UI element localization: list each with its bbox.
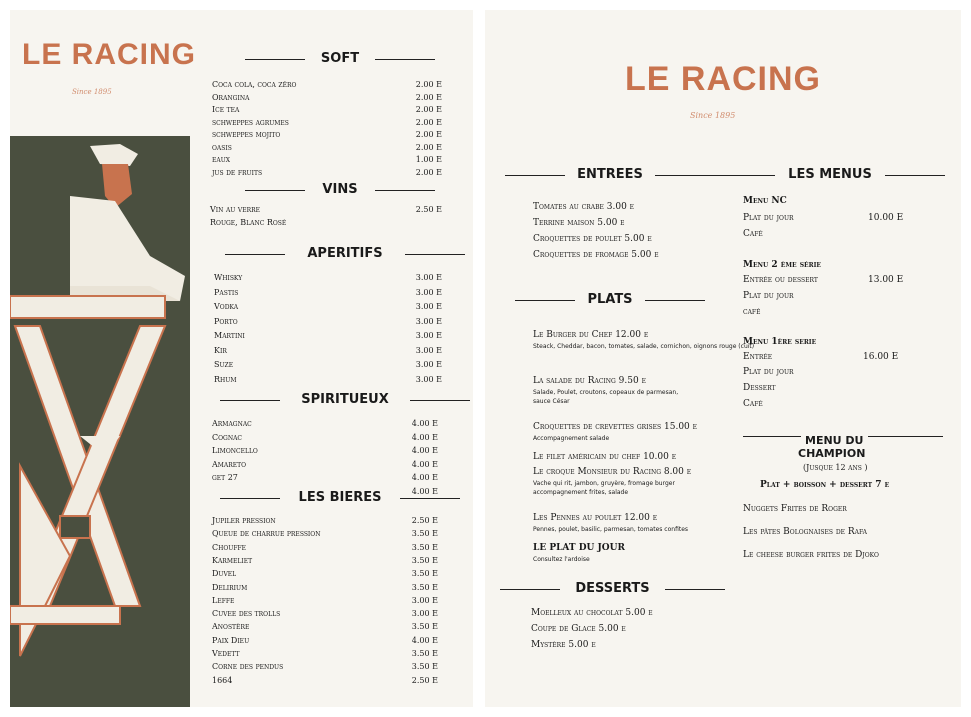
aperitifs-item-price: 3.00 E — [415, 360, 442, 369]
bieres-item-price: 3.00 E — [411, 595, 438, 605]
soft-item-price: 2.00 E — [415, 105, 442, 114]
section-vins-title: VINS — [315, 183, 365, 196]
section-aperitifs-title: APERITIFS — [295, 247, 395, 260]
aperitifs-item-price: 3.00 E — [415, 374, 442, 384]
entree-item: Croquettes de poulet 5.00 e — [533, 234, 652, 244]
soft-item-price: 2.00 E — [415, 142, 442, 152]
section-soft-title: SOFT — [315, 52, 365, 65]
plat-item-name: Le filet américain du chef 10.00 e — [533, 452, 677, 462]
aperitifs-item-price: 3.00 E — [415, 331, 442, 340]
menu-nc-line2: Café — [743, 229, 763, 239]
menu-1-line4: Café — [743, 399, 763, 409]
bieres-item-name: Chouffe — [212, 542, 247, 552]
since-left: Since 1895 — [72, 88, 112, 96]
dessert-item: Mystère 5.00 e — [531, 640, 596, 650]
plat-item-desc: Salade, Poulet, croutons, copeaux de parmesan, — [533, 389, 679, 396]
racing-illustration — [10, 136, 190, 707]
soft-item-name: jus de fruits — [212, 167, 263, 177]
right-page — [485, 10, 961, 707]
bieres-item-price: 3.00 E — [411, 609, 438, 619]
soft-item-price: 2.00 E — [415, 117, 442, 127]
aperitifs-item-name: Suze — [214, 360, 234, 369]
dessert-item: Moelleux au chocolat 5.00 e — [531, 608, 653, 618]
aperitifs-item-name: Vodka — [214, 302, 239, 311]
bieres-item-price: 3.50 E — [411, 582, 438, 592]
bieres-item-price: 2.50 E — [411, 675, 438, 685]
menu-2-line1: Entrée ou dessert — [743, 275, 818, 285]
spiritueux-item-price: 4.00 E — [411, 459, 438, 469]
spiritueux-item-name: get 27 — [212, 473, 238, 482]
bieres-item-price: 4.00 E — [411, 635, 438, 645]
aperitifs-item-name: Porto — [214, 316, 238, 326]
soft-item-name: schweppes agrumes — [212, 117, 289, 127]
soft-item-price: 1.00 E — [415, 155, 442, 164]
aperitifs-item-price: 3.00 E — [415, 302, 442, 311]
spiritueux-item-price: 4.00 E — [411, 473, 438, 482]
entree-item: Croquettes de fromage 5.00 e — [533, 250, 659, 260]
plat-item-desc2: accompagnement frites, salade — [533, 489, 629, 496]
plat-item-desc2: sauce César — [533, 398, 570, 405]
soft-item-name: Coca cola, coca zêro — [212, 80, 297, 89]
aperitifs-item-price: 3.00 E — [415, 345, 442, 355]
plat-item-desc: Accompagnement salade — [533, 435, 610, 442]
menu-nc-price: 10.00 E — [868, 213, 904, 223]
menu-1-title: Menu 1ère serie — [743, 337, 817, 347]
champion-item: Nuggets Frites de Roger — [743, 504, 847, 514]
aperitifs-item-name: Martini — [214, 331, 245, 340]
logo-right: LE RACING — [625, 60, 821, 98]
bieres-item-name: Cuvee des trolls — [212, 609, 281, 619]
bieres-item-name: Vedett — [212, 649, 240, 658]
spiritueux-item-price: 4.00 E — [411, 446, 438, 455]
spiritueux-item-price: 4.00 E — [411, 486, 438, 496]
dessert-item: Coupe de Glace 5.00 e — [531, 624, 626, 634]
bieres-item-name: Corne des pendus — [212, 662, 284, 672]
plat-item-desc: Steack, Cheddar, bacon, tomates, salade, cornichon, oignons rouge (cuit) — [533, 343, 755, 350]
bieres-item-name: Paix Dieu — [212, 635, 250, 645]
soft-item-name: Ice tea — [212, 105, 240, 114]
soft-item-price: 2.00 E — [415, 80, 442, 89]
soft-item-price: 2.00 E — [415, 130, 442, 139]
spiritueux-item-name: Armagnac — [212, 419, 252, 428]
bieres-item-name: Duvel — [212, 569, 237, 579]
aperitifs-item-name: Pastis — [214, 287, 239, 297]
menu-nc-line1: Plat du jour — [743, 213, 794, 223]
bieres-item-name: Jupiler pression — [212, 516, 276, 525]
aperitifs-item-name: Whisky — [214, 273, 243, 282]
aperitifs-item-price: 3.00 E — [415, 273, 442, 282]
plat-item-desc: Consultez l'ardoise — [533, 556, 590, 563]
section-desserts-title: DESSERTS — [570, 582, 655, 595]
soft-item-name: schweppes mojito — [212, 130, 281, 139]
plat-item-name: Le Burger du Chef 12.00 e — [533, 330, 649, 340]
plat-item-name: Les Pennes au poulet 12.00 e — [533, 513, 658, 523]
menu-2-line2: Plat du jour — [743, 291, 794, 301]
spiritueux-item-price: 4.00 E — [411, 419, 438, 428]
section-plats-title: PLATS — [585, 293, 635, 306]
plat-item-name: Croquettes de crevettes grises 15.00 e — [533, 422, 698, 432]
aperitifs-item-name: Rhum — [214, 374, 237, 384]
bieres-item-price: 3.50 E — [411, 662, 438, 672]
soft-item-name: eaux — [212, 155, 231, 164]
plat-item-desc: Pennes, poulet, basilic, parmesan, tomates confites — [533, 526, 689, 533]
bieres-item-price: 3.50 E — [411, 569, 438, 579]
menu-1-line1: Entrée — [743, 352, 773, 362]
spiritueux-item-name: Cognac — [212, 432, 243, 442]
bieres-item-name: Karmeliet — [212, 555, 253, 565]
menu-2-line3: café — [743, 307, 761, 317]
champion-title-1: MENU DU — [801, 434, 868, 447]
champion-title-2: CHAMPION — [798, 447, 866, 460]
bieres-item-price: 3.50 E — [411, 622, 438, 632]
vins-item-name: Vin au verre — [210, 205, 261, 214]
champion-item: Les pâtes Bolognaises de Rafa — [743, 527, 867, 537]
section-bieres-title: LES BIERES — [290, 491, 390, 504]
logo-left: LE RACING — [22, 38, 196, 71]
spiritueux-item-price: 4.00 E — [411, 432, 438, 442]
section-spiritueux-title: SPIRITUEUX — [290, 393, 400, 406]
left-page — [10, 10, 473, 707]
plat-item-name: Le croque Monsieur du Racing 8.00 e — [533, 467, 692, 477]
bieres-item-name: Queue de charrue pression — [212, 529, 321, 539]
vins-item-name: Rouge, Blanc Rosé — [210, 217, 287, 227]
menu-1-line2: Plat du jour — [743, 367, 794, 377]
plat-item-name: La salade du Racing 9.50 e — [533, 376, 646, 386]
section-entrees-title: ENTREES — [575, 168, 645, 181]
section-menus-title: LES MENUS — [785, 168, 875, 181]
champion-formula: Plat + boisson + dessert 7 e — [760, 480, 890, 490]
soft-item-price: 2.00 E — [415, 167, 442, 177]
bieres-item-price: 2.50 E — [411, 516, 438, 525]
entree-item: Tomates au crabe 3.00 e — [533, 202, 635, 212]
plat-item-desc: Vache qui rit, jambon, gruyère, fromage burger — [533, 480, 675, 487]
spiritueux-item-name: Limoncello — [212, 446, 258, 455]
aperitifs-item-name: Kir — [214, 345, 227, 355]
bieres-item-name: 1664 — [212, 675, 233, 685]
bieres-item-price: 3.50 E — [411, 555, 438, 565]
soft-item-price: 2.00 E — [415, 92, 442, 102]
plat-item-name: LE PLAT DU JOUR — [533, 543, 625, 553]
menu-1-line3: Dessert — [743, 383, 776, 393]
aperitifs-item-price: 3.00 E — [415, 316, 442, 326]
bieres-item-price: 3.50 E — [411, 529, 438, 539]
bieres-item-price: 3.50 E — [411, 542, 438, 552]
champion-item: Le cheese burger frites de Djoko — [743, 550, 879, 560]
spiritueux-item-name: Amareto — [212, 459, 247, 469]
menu-2-price: 13.00 E — [868, 275, 904, 285]
bieres-item-name: Anostère — [212, 622, 250, 632]
menu-2-title: Menu 2 ème série — [743, 260, 821, 270]
bieres-item-name: Leffe — [212, 595, 235, 605]
soft-item-name: Orangina — [212, 92, 250, 102]
bieres-item-name: Delirium — [212, 582, 248, 592]
soft-item-name: oasis — [212, 142, 232, 152]
menu-nc-title: Menu NC — [743, 196, 787, 206]
menu-1-price: 16.00 E — [863, 352, 899, 362]
vins-item-price: 2.50 E — [415, 205, 442, 214]
aperitifs-item-price: 3.00 E — [415, 287, 442, 297]
champion-age: (Jusque 12 ans ) — [803, 463, 868, 472]
since-right: Since 1895 — [690, 111, 736, 120]
entree-item: Terrine maison 5.00 e — [533, 218, 625, 228]
bieres-item-price: 3.50 E — [411, 649, 438, 658]
